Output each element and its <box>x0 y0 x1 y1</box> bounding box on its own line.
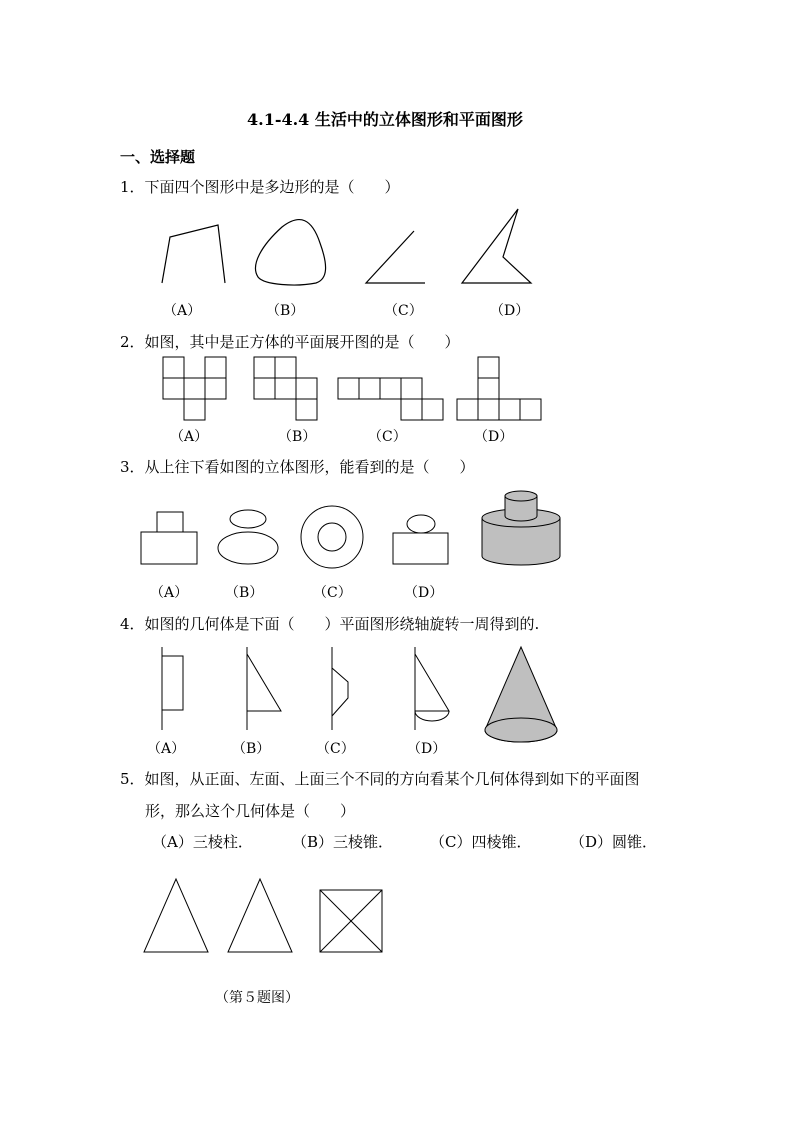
question-3-label-b: （B） <box>225 585 264 601</box>
question-3-label-d: （D） <box>404 585 444 601</box>
question-5-option-c: （C）四棱锥． <box>430 833 532 851</box>
question-2-label-d: （D） <box>474 429 514 445</box>
figure-4d-triangle-semicircle-on-axis <box>415 647 449 730</box>
question-4-label-a: （A） <box>147 741 186 757</box>
figure-2b-net <box>254 357 317 420</box>
question-2-label-a: （A） <box>170 429 209 445</box>
question-1-label-b: （B） <box>266 303 305 319</box>
page-title: 4.1-4.4 生活中的立体图形和平面图形 <box>247 110 523 129</box>
question-3-figures <box>135 486 575 568</box>
figure-3b-top-view <box>218 510 278 564</box>
question-5-option-b: （B）三棱锥． <box>292 833 394 851</box>
question-5-option-a: （A）三棱柱． <box>152 833 253 851</box>
figure-2a-net <box>163 357 226 420</box>
question-4-label-c: （C） <box>316 741 355 757</box>
question-2-figures <box>160 354 550 422</box>
figure-5-top-view-square-diagonals <box>320 890 382 952</box>
figure-3c-top-view <box>301 506 363 568</box>
figure-4c-trapezoid-on-axis <box>332 647 348 730</box>
question-4-text: 4．如图的几何体是下面（ ）平面图形绕轴旋转一周得到的. <box>120 615 540 633</box>
figure-3-solid-stacked-cylinders <box>482 491 560 565</box>
figure-2d-net <box>457 357 541 420</box>
figure-3a-top-view <box>141 512 197 564</box>
question-5-option-d: （D）圆锥． <box>570 833 658 851</box>
figure-1c-angle <box>366 231 425 283</box>
question-2-text: 2．如图，其中是正方体的平面展开图的是（ ） <box>120 333 460 351</box>
question-2-label-c: （C） <box>368 429 407 445</box>
figure-4b-triangle-on-axis <box>247 647 281 730</box>
question-5-text-line1: 5．如图，从正面、左面、上面三个不同的方向看某个几何体得到如下的平面图 <box>120 770 640 788</box>
section-heading: 一、选择题 <box>120 148 196 166</box>
figure-4a-rectangle-on-axis <box>162 647 183 730</box>
question-4-figures <box>150 644 570 736</box>
question-5-text-line2: 形，那么这个几何体是（ ） <box>145 802 356 820</box>
question-5-caption: （第５题图） <box>215 990 299 1006</box>
figure-5-left-view-triangle <box>228 879 292 952</box>
figure-3d-top-view <box>393 515 448 564</box>
figure-4-solid-cone <box>485 647 557 742</box>
question-4-label-d: （D） <box>407 741 447 757</box>
question-3-text: 3．从上往下看如图的立体图形，能看到的是（ ） <box>120 458 475 476</box>
figure-1d-concave-polygon <box>462 209 531 283</box>
figure-1b-curved-shape <box>255 220 325 285</box>
question-2-label-b: （B） <box>278 429 317 445</box>
question-1-label-d: （D） <box>490 303 530 319</box>
question-5-views <box>140 875 390 957</box>
figure-2c-net <box>338 378 443 420</box>
figure-5-front-view-triangle <box>144 879 208 952</box>
question-1-label-a: （A） <box>163 303 202 319</box>
question-1-label-c: （C） <box>384 303 423 319</box>
question-3-label-a: （A） <box>150 585 189 601</box>
question-1-figures <box>150 205 600 290</box>
question-4-label-b: （B） <box>232 741 271 757</box>
question-3-label-c: （C） <box>313 585 352 601</box>
question-1-text: 1．下面四个图形中是多边形的是（ ） <box>120 178 400 196</box>
figure-1a-open-polygon <box>162 225 225 283</box>
